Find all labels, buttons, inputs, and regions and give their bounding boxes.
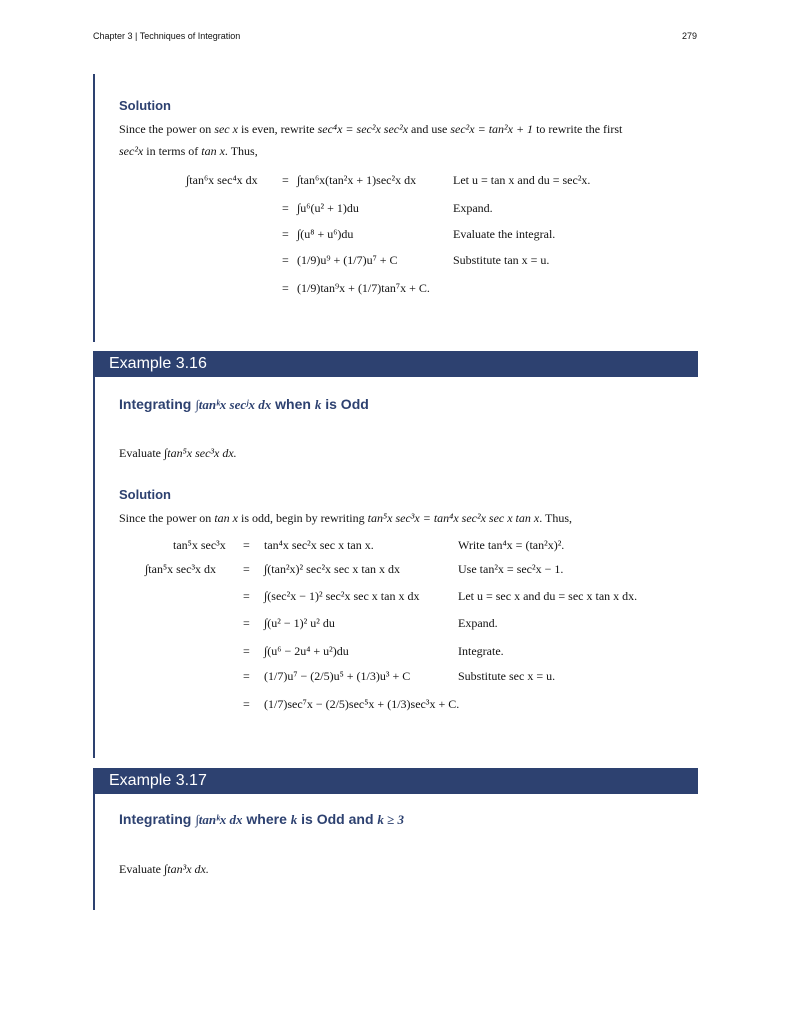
solution-paragraph-line2: sec²x in terms of tan x. Thus,	[119, 144, 258, 158]
equation-relation: =	[243, 669, 250, 683]
solution-heading: Solution	[119, 98, 171, 113]
example-margin-rule	[93, 377, 95, 758]
problem-statement: Evaluate ∫tan⁵x sec³x dx.	[119, 446, 237, 460]
equation-note: Let u = tan x and du = sec²x.	[453, 173, 591, 187]
equation-rhs: (1/9)u⁹ + (1/7)u⁷ + C	[297, 253, 398, 267]
math-inline: ∫tanᵏx secʲx dx	[195, 397, 272, 412]
math-inline: ∫tan⁵x sec³x dx.	[163, 446, 237, 460]
equation-note: Substitute tan x = u.	[453, 253, 550, 267]
equation-rhs: ∫u⁶(u² + 1)du	[297, 201, 359, 215]
example-title: Integrating ∫tanᵏx secʲx dx when k is Odd	[119, 396, 369, 412]
equation-note: Use tan²x = sec²x − 1.	[458, 562, 564, 576]
math-inline: k ≥ 3	[377, 812, 405, 827]
equation-relation: =	[243, 589, 250, 603]
equation-lhs: tan⁵x sec³x	[173, 538, 226, 552]
math-inline: k	[290, 812, 298, 827]
equation-note: Let u = sec x and du = sec x tan x dx.	[458, 589, 638, 603]
math-inline: sec²x = tan²x + 1	[450, 122, 534, 136]
example-title: Integrating ∫tanᵏx dx where k is Odd and k ≥ 3	[119, 811, 405, 827]
equation-rhs: (1/7)u⁷ − (2/5)u⁵ + (1/3)u³ + C	[264, 669, 411, 683]
equation-note: Expand.	[458, 616, 498, 630]
solution-heading: Solution	[119, 487, 171, 502]
solution-paragraph: Since the power on sec x is even, rewrite sec⁴x = sec²x sec²x and use sec²x = tan²x + 1 to rewrite the first	[119, 122, 623, 136]
equation-rhs: ∫(tan²x)² sec²x sec x tan x dx	[264, 562, 401, 576]
equation-relation: =	[243, 562, 250, 576]
equation-note: Write tan⁴x = (tan²x)².	[458, 538, 565, 552]
equation-rhs: ∫(u⁸ + u⁶)du	[297, 227, 354, 241]
equation-rhs: ∫(u⁶ − 2u⁴ + u²)du	[264, 644, 349, 658]
equation-rhs: ∫(sec²x − 1)² sec²x sec x tan x dx	[264, 589, 420, 603]
problem-statement: Evaluate ∫tan³x dx.	[119, 862, 209, 876]
solution-paragraph: Since the power on tan x is odd, begin by rewriting tan⁵x sec³x = tan⁴x sec²x sec x tan x. Thus,	[119, 511, 572, 525]
math-inline: ∫tanᵏx dx	[195, 812, 243, 827]
equation-relation: =	[243, 538, 250, 552]
equation-rhs: tan⁴x sec²x sec x tan x.	[264, 538, 374, 552]
example-banner: Example 3.16	[93, 351, 698, 377]
equation-rhs: ∫(u² − 1)² u² du	[264, 616, 335, 630]
equation-note: Integrate.	[458, 644, 504, 658]
page-number: 279	[682, 31, 698, 41]
math-inline: tan x	[214, 511, 238, 525]
equation-note: Substitute sec x = u.	[458, 669, 556, 683]
equation-rhs: (1/9)tan⁹x + (1/7)tan⁷x + C.	[297, 281, 430, 295]
example-banner: Example 3.17	[93, 768, 698, 794]
equation-relation: =	[282, 201, 289, 215]
equation-note: Evaluate the integral.	[453, 227, 556, 241]
equation-rhs: ∫tan⁶x(tan²x + 1)sec²x dx	[297, 173, 417, 187]
math-inline: sec⁴x = sec²x sec²x	[317, 122, 409, 136]
equation-rhs: (1/7)sec⁷x − (2/5)sec⁵x + (1/3)sec³x + C.	[264, 697, 460, 711]
equation-relation: =	[243, 616, 250, 630]
equation-lhs: ∫tan⁵x sec³x dx	[145, 562, 217, 576]
solution-margin-rule	[93, 74, 95, 342]
math-inline: tan⁵x sec³x = tan⁴x sec²x sec x tan x	[367, 511, 540, 525]
equation-relation: =	[282, 173, 289, 187]
equation-lhs: ∫tan⁶x sec⁴x dx	[186, 173, 258, 187]
equation-relation: =	[243, 644, 250, 658]
equation-note: Expand.	[453, 201, 493, 215]
running-header-chapter: Chapter 3 | Techniques of Integration	[93, 31, 241, 41]
math-inline: sec²x	[119, 144, 144, 158]
example-margin-rule	[93, 793, 95, 910]
math-inline: ∫tan³x dx.	[163, 862, 209, 876]
math-inline: sec x	[214, 122, 238, 136]
math-inline: k	[314, 397, 322, 412]
equation-relation: =	[282, 281, 289, 295]
equation-relation: =	[243, 697, 250, 711]
equation-relation: =	[282, 253, 289, 267]
equation-relation: =	[282, 227, 289, 241]
math-inline: tan x	[201, 144, 225, 158]
